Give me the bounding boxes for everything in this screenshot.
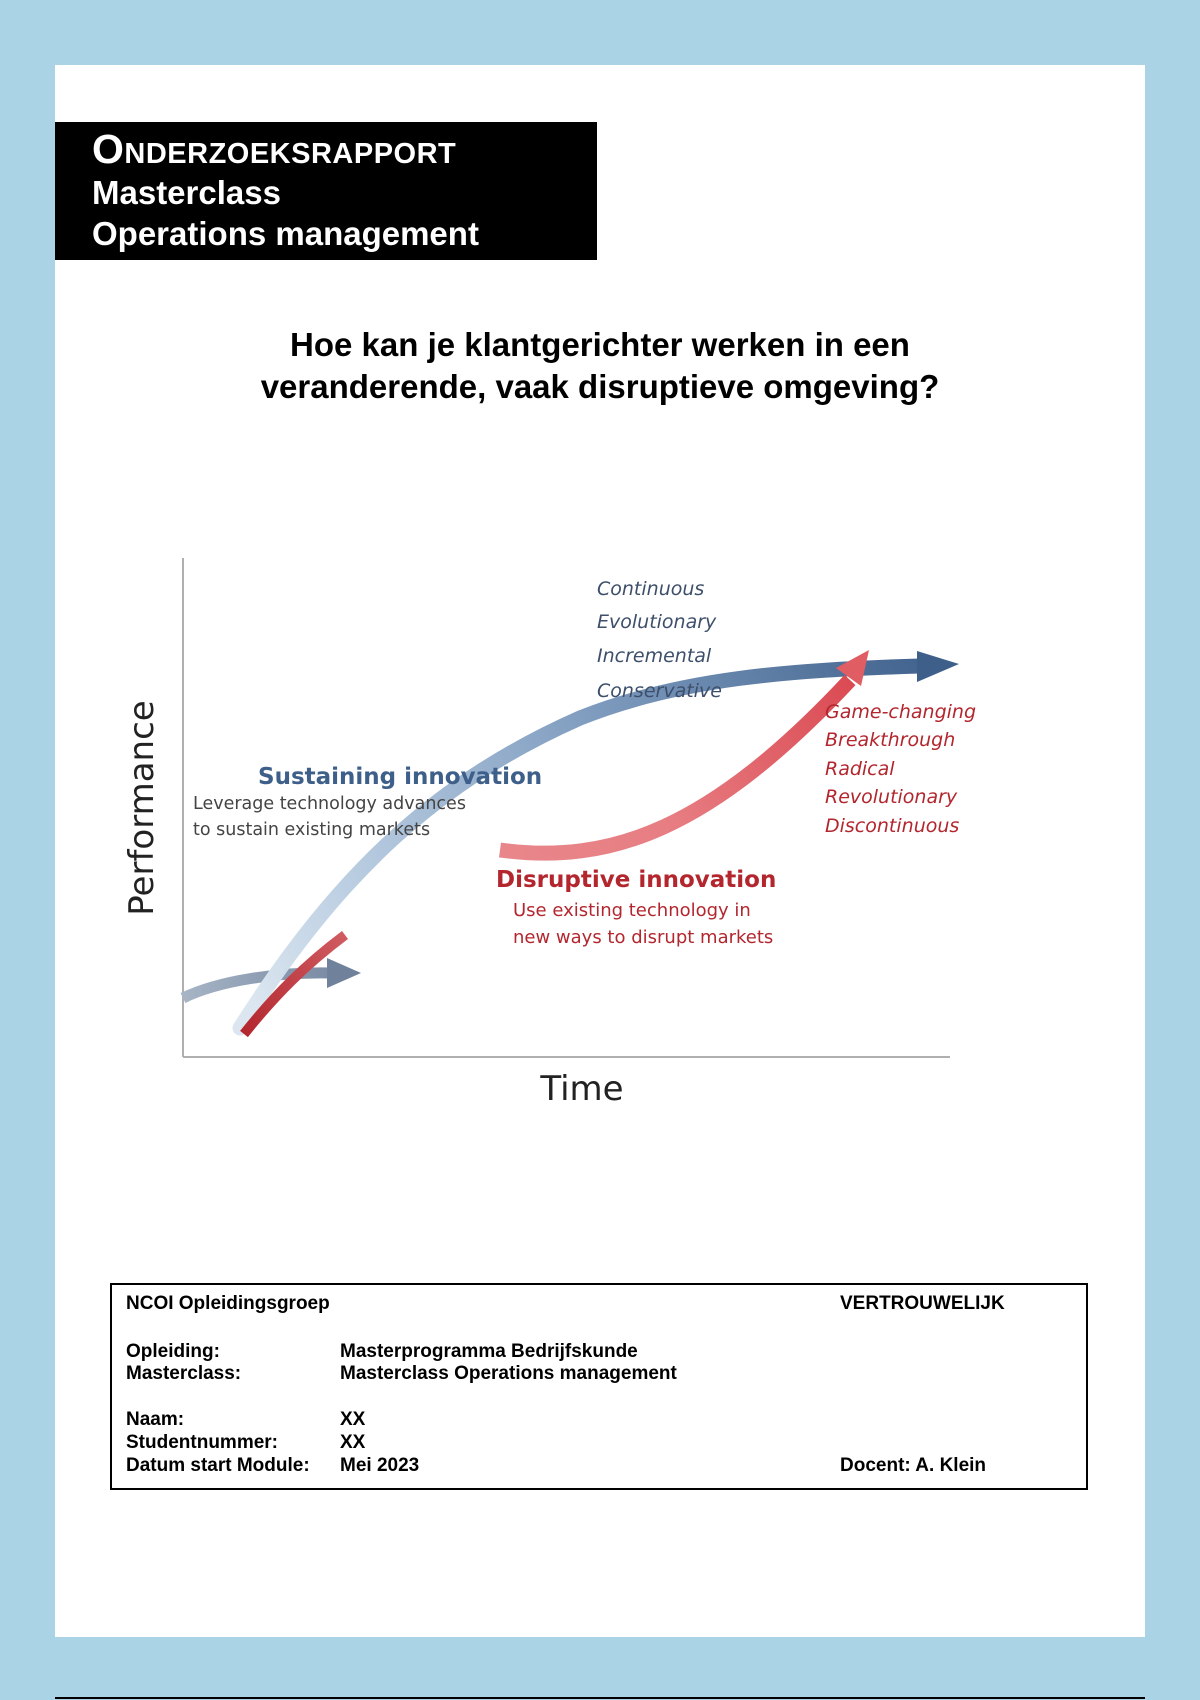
research-question (130, 324, 1070, 408)
prior-technology-arrowhead (327, 958, 361, 988)
innovation-diagram (110, 540, 1030, 1120)
research-question-line-1: Hoe kan je klantgerichter werken in een (290, 326, 910, 363)
disruptive-innovation-title: Disruptive innovation (496, 867, 777, 893)
disruptive-innovation-curve (500, 680, 850, 853)
disruptive-attribute: Revolutionary (825, 786, 958, 808)
masterclass-value: Masterclass Operations management (340, 1363, 677, 1384)
research-question-line-2: veranderende, vaak disruptieve omgeving? (260, 368, 940, 405)
innovation-figure (110, 540, 1030, 1120)
report-title: Onderzoeksrapport (92, 126, 457, 172)
disruptive-attribute: Game-changing (825, 701, 977, 723)
x-axis-label: Time (540, 1069, 624, 1109)
report-subtitle-course: Operations management (92, 215, 479, 252)
opleiding-label: Opleiding: (126, 1341, 220, 1362)
disruptive-attribute: Discontinuous (825, 815, 960, 837)
y-axis-label: Performance (122, 700, 162, 916)
sustaining-innovation-arrowhead (917, 651, 959, 682)
confidential-label: VERTROUWELIJK (840, 1293, 1005, 1314)
opleiding-value: Masterprogramma Bedrijfskunde (340, 1341, 638, 1362)
report-subtitle-masterclass: Masterclass (92, 174, 281, 211)
sustaining-attributes (597, 578, 722, 702)
sustaining-innovation-desc-2: to sustain existing markets (193, 820, 431, 840)
student-info-box (110, 1283, 1088, 1490)
datum-start-value: Mei 2023 (340, 1455, 420, 1476)
sustaining-attribute: Conservative (597, 680, 722, 702)
studentnummer-label: Studentnummer: (126, 1432, 278, 1453)
docent-label: Docent: A. Klein (840, 1455, 987, 1476)
disruptive-innovation-desc-2: new ways to disrupt markets (513, 927, 774, 948)
sustaining-innovation-title: Sustaining innovation (258, 764, 543, 790)
naam-value: XX (340, 1409, 366, 1430)
disruptive-attributes (825, 701, 976, 837)
sustaining-innovation-desc-1: Leverage technology advances (193, 794, 466, 814)
sustaining-attribute: Evolutionary (597, 611, 717, 633)
disruptive-attribute: Breakthrough (825, 729, 956, 751)
masterclass-label: Masterclass: (126, 1363, 242, 1384)
disruptive-attribute: Radical (825, 758, 895, 780)
report-header (55, 122, 597, 260)
institution-name: NCOI Opleidingsgroep (126, 1293, 330, 1314)
disruptive-innovation-desc-1: Use existing technology in (513, 900, 751, 921)
studentnummer-value: XX (340, 1432, 366, 1453)
naam-label: Naam: (126, 1409, 185, 1430)
datum-start-label: Datum start Module: (126, 1455, 310, 1476)
sustaining-attribute: Continuous (597, 578, 705, 600)
bottom-rule (55, 1697, 1145, 1699)
sustaining-attribute: Incremental (597, 645, 712, 667)
